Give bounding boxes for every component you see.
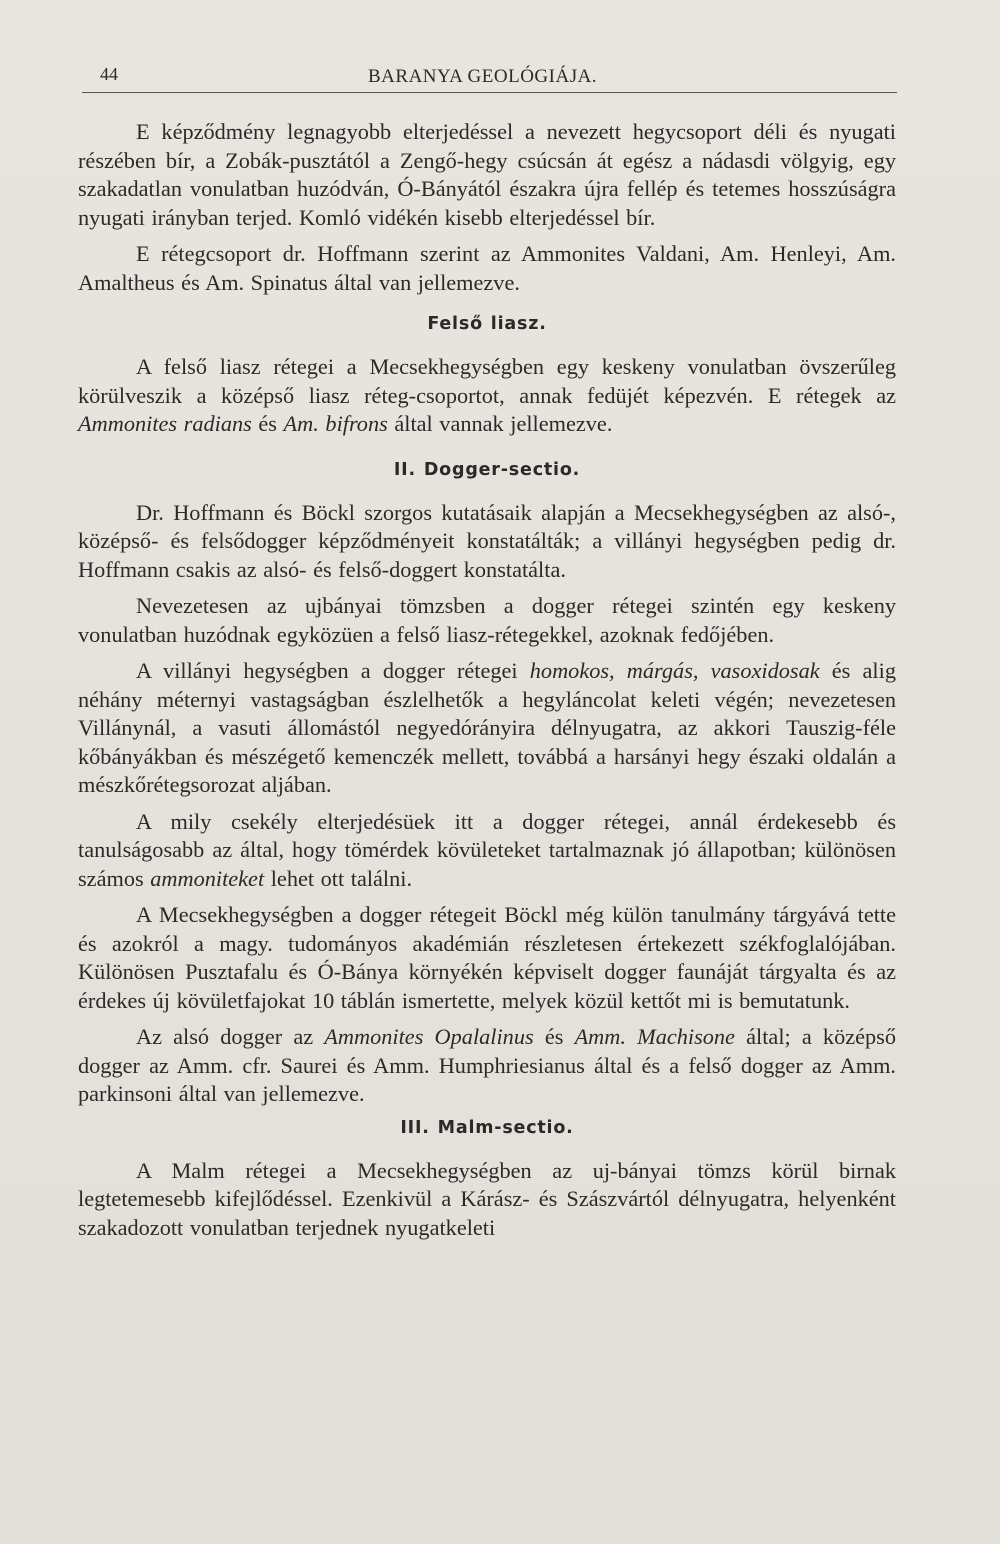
- italic-term: Ammonites Opalalinus: [324, 1024, 534, 1049]
- italic-term: homokos, márgás, vasoxidosak: [529, 658, 820, 683]
- paragraph-2: E rétegcsoport dr. Hoffmann szerint az Ammonites Valdani, Am. Henleyi, Am. Amaltheus és Am. Spinatus által van jellemezve.: [78, 241, 896, 295]
- italic-term: ammoniteket: [150, 865, 265, 891]
- paragraph-8: A Mecsekhegységben a dogger rétegeit Böckl még külön tanulmány tárgyává tette és azokról a magy. tudományos akadémián részletesen értekezett székfoglalójában. Különösen Pusztafalu és Ó-Bánya környékén képviselt dogger faunáját tárgyalta és az érdekes új kövületfajokat 10 táblán ismertette, melyek közül kettőt mi is bemutatunk.: [78, 902, 896, 1013]
- paragraph-10: A Malm rétegei a Mecsekhegységben az uj-bányai tömzs körül birnak legtetemesebb kifejlődéssel. Ezenkivül a Kárász- és Szászvártól délnyugatra, helyenként szakadozott vonulatban terjednek nyugatkeleti: [78, 1157, 896, 1240]
- paragraph-4: Dr. Hoffmann és Böckl szorgos kutatásaik alapján a Mecsekhegységben az alsó-, középső- és felsődogger képződményeit konstatálták; a villányi hegységben pedig dr. Hoffmann csakis az alsó- és felső-doggert konstatálta.: [78, 499, 896, 582]
- paragraph-6: A villányi hegységben a dogger rétegei homokos, márgás, vasoxidosak és alig néhány méternyi vastagságban észlelhetők a hegyláncolat keleti végén; nevezetesen Villánynál, a vasuti állomástól negyedórányira délnyugatra, az akkori Tauszig-féle kőbányákban és mészégető kemenczék mellett, továbbá a harsányi hegy északi oldalán a mészkőrétegsorozat aljában.: [78, 658, 896, 797]
- italic-term: Amm. Machisone: [574, 1024, 735, 1049]
- page-number: 44: [100, 64, 118, 84]
- section-heading-felso-liasz: Felső liasz.: [427, 314, 547, 334]
- italic-term: Ammonites radians: [78, 411, 252, 436]
- section-heading-dogger: II. Dogger-sectio.: [393, 459, 581, 480]
- paragraph-7: A mily csekély elterjedésüek itt a dogger rétegei, annál érdekesebb és tanulságosabb az által, hogy tömérdek kövületeket tartalmaznak jó állapotban; különösen számos ammoniteket lehet ott találni.: [78, 808, 896, 891]
- section-heading-malm: III. Malm-sectio.: [400, 1117, 574, 1138]
- paragraph-9: Az alsó dogger az Ammonites Opalalinus és Amm. Machisone által; a középső dogger az Amm. cfr. Saurei és Amm. Humphriesianus által és a felső dogger az Amm. parkinsoni által van jellemezve.: [78, 1024, 896, 1106]
- italic-term: Am. bifrons: [283, 411, 388, 436]
- paragraph-1: E képződmény legnagyobb elterjedéssel a nevezett hegycsoport déli és nyugati részében bír, a Zobák-pusztától a Zengő-hegy csúcsán át egész a nádasdi völgyig, egy szakadatlan vonulatban huzódván, Ó-Bányától északra újra fellép és tetemes hosszúságra nyugati irányban terjed. Komló vidékén kisebb elterjedéssel bír.: [78, 119, 896, 230]
- header-title: BARANYA GEOLÓGIÁJA.: [368, 66, 598, 87]
- paragraph-5: Nevezetesen az ujbányai tömzsben a dogger rétegei szintén egy keskeny vonulatban huzódnak egyközüen a felső liasz-rétegekkel, azoknak fedőjében.: [78, 593, 896, 647]
- paragraph-3: A felső liasz rétegei a Mecsekhegységben egy keskeny vonulatban övszerűleg körülveszik a középső liasz réteg-csoportot, annak fedüjét képezvén. E rétegek az Ammonites radians és Am. bifrons által vannak jellemezve.: [78, 354, 896, 436]
- running-head: [82, 62, 897, 93]
- main-text: [78, 118, 896, 1250]
